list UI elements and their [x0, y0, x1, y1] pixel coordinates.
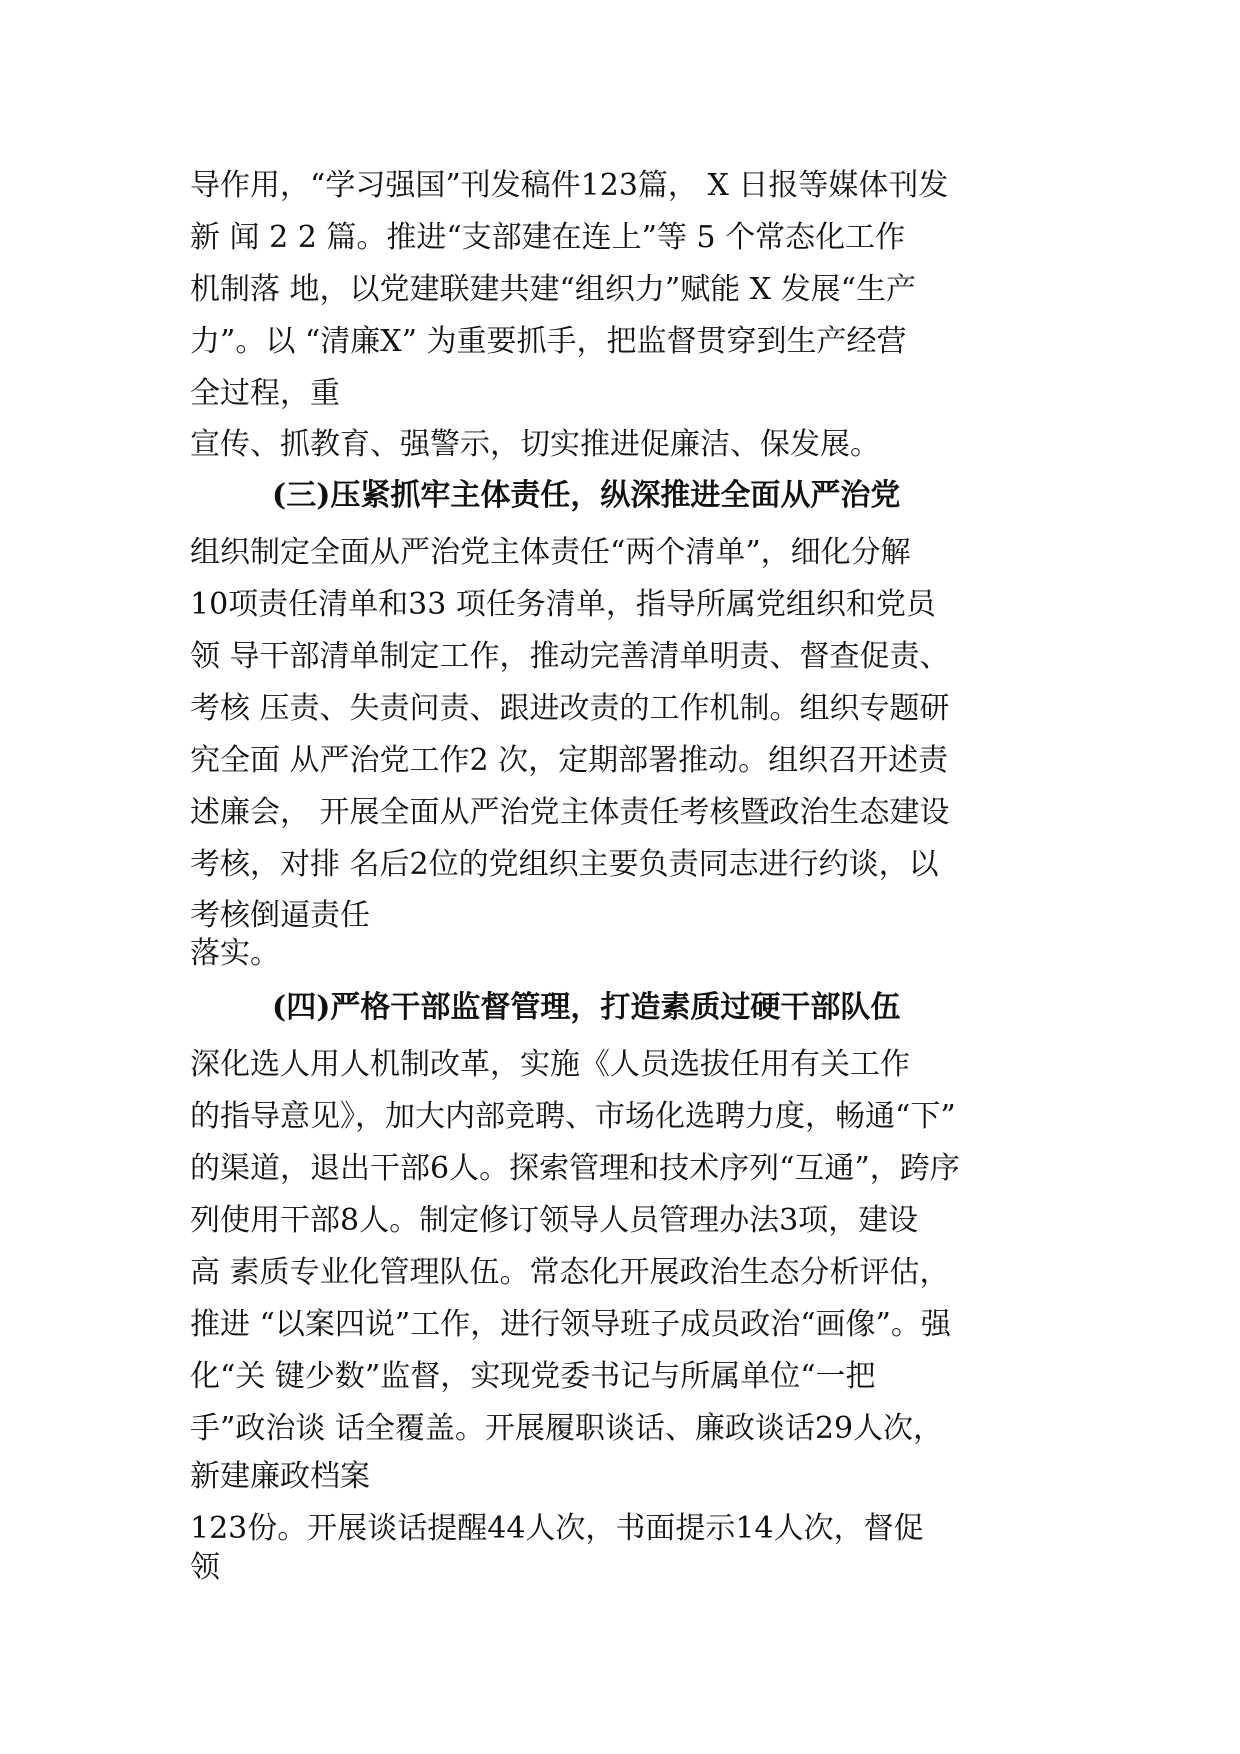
- paragraph-line: 深化选人用人机制改革，实施《人员选拔任用有关工作: [190, 1047, 910, 1082]
- paragraph-line: 高 素质专业化管理队伍。常态化开展政治生态分析评估，: [190, 1255, 950, 1290]
- paragraph-line: 考核 压责、失责问责、跟进改责的工作机制。组织专题研: [190, 691, 950, 726]
- paragraph-line: 考核倒逼责任: [190, 898, 370, 933]
- section-heading-3: (三)压紧抓牢主体责任，纵深推进全面从严治党: [272, 478, 901, 513]
- paragraph-line: 考核，对排 名后2位的党组织主要负责同志进行约谈，以: [190, 847, 939, 882]
- paragraph-line: 推进 “以案四说”工作，进行领导班子成员政治“画像”。强: [190, 1307, 951, 1342]
- paragraph-line: 领: [190, 1550, 220, 1585]
- paragraph-line: 宣传、抓教育、强警示，切实推进促廉洁、保发展。: [190, 427, 880, 462]
- paragraph-line: 的渠道，退出干部6人。探索管理和技术序列“互通”，跨序: [190, 1151, 960, 1186]
- paragraph-line: 究全面 从严治党工作2 次，定期部署推动。组织召开述责: [190, 743, 949, 778]
- paragraph-line: 10项责任清单和33 项任务清单，指导所属党组织和党员: [190, 587, 936, 622]
- paragraph-line: 全过程，重: [190, 376, 340, 411]
- paragraph-line: 领 导干部清单制定工作，推动完善清单明责、督查促责、: [190, 639, 950, 674]
- paragraph-line: 手”政治谈 话全覆盖。开展履职谈话、廉政谈话29人次，: [190, 1411, 944, 1446]
- paragraph-line: 新建廉政档案: [190, 1459, 370, 1494]
- paragraph-line: 列使用干部8人。制定修订领导人员管理办法3项，建设: [190, 1203, 919, 1238]
- paragraph-line: 力”。以 “清廉X” 为重要抓手，把监督贯穿到生产经营: [190, 324, 907, 359]
- paragraph-line: 化“关 键少数”监督，实现党委书记与所属单位“一把: [190, 1359, 876, 1394]
- paragraph-line: 的指导意见》，加大内部竞聘、市场化选聘力度，畅通“下”: [190, 1099, 956, 1134]
- paragraph-line: 组织制定全面从严治党主体责任“两个清单”，细化分解: [190, 535, 911, 570]
- paragraph-line: 述廉会， 开展全面从严治党主体责任考核暨政治生态建设: [190, 795, 950, 830]
- paragraph-line: 导作用，“学习强国”刊发稿件123篇， X 日报等媒体刊发: [190, 168, 949, 203]
- paragraph-line: 机制落 地，以党建联建共建“组织力”赋能 X 发展“生产: [190, 272, 916, 307]
- paragraph-line: 落实。: [190, 936, 280, 971]
- section-heading-4: (四)严格干部监督管理，打造素质过硬干部队伍: [272, 990, 901, 1025]
- paragraph-line: 新 闻 2 2 篇。推进“支部建在连上”等 5 个常态化工作: [190, 220, 906, 255]
- paragraph-line: 123份。开展谈话提醒44人次，书面提示14人次，督促: [190, 1511, 924, 1546]
